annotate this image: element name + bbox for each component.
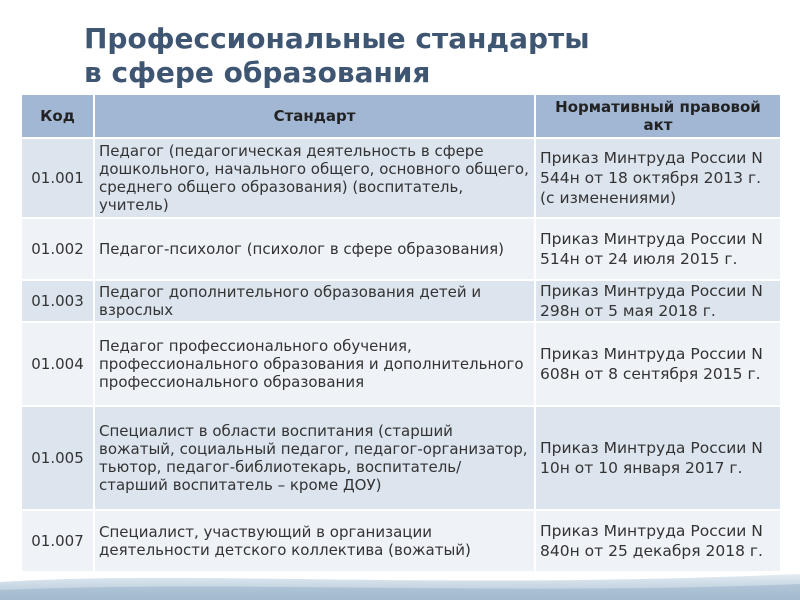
header-standard: Стандарт — [94, 94, 535, 138]
slide-title — [84, 22, 764, 90]
bottom-wave-decoration — [0, 560, 800, 600]
row-code: 01.004 — [21, 322, 94, 406]
row-code: 01.007 — [21, 510, 94, 572]
row-code: 01.005 — [21, 406, 94, 510]
row-code: 01.002 — [21, 218, 94, 280]
row-act: Приказ Минтруда России N 608н от 8 сентября 2015 г. — [535, 322, 781, 406]
row-act: Приказ Минтруда России N 514н от 24 июля 2015 г. — [535, 218, 781, 280]
table-row — [21, 218, 781, 280]
row-code: 01.003 — [21, 280, 94, 322]
row-act: Приказ Минтруда России N 840н от 25 декабря 2018 г. — [535, 510, 781, 572]
table-row — [21, 406, 781, 510]
row-standard: Специалист в области воспитания (старший вожатый, социальный педагог, педагог-организатор, тьютор, педагог-библиотекарь, воспитатель/старший воспитатель – кроме ДОУ) — [94, 406, 535, 510]
header-act: Нормативный правовой акт — [535, 94, 781, 138]
standards-table — [20, 93, 782, 573]
table-header-row — [21, 94, 781, 138]
row-standard: Педагог профессионального обучения, профессионального образования и дополнительного профессионального образования — [94, 322, 535, 406]
row-standard: Специалист, участвующий в организации деятельности детского коллектива (вожатый) — [94, 510, 535, 572]
slide-title-line-1: Профессиональные стандарты — [84, 22, 590, 55]
row-standard: Педагог дополнительного образования детей и взрослых — [94, 280, 535, 322]
table-row — [21, 322, 781, 406]
row-code: 01.001 — [21, 138, 94, 218]
row-standard: Педагог (педагогическая деятельность в сфере дошкольного, начального общего, основного общего, среднего общего образования) (воспитатель, учитель) — [94, 138, 535, 218]
row-standard: Педагог-психолог (психолог в сфере образования) — [94, 218, 535, 280]
header-code: Код — [21, 94, 94, 138]
row-act: Приказ Минтруда России N 298н от 5 мая 2018 г. — [535, 280, 781, 322]
row-act: Приказ Минтруда России N 10н от 10 января 2017 г. — [535, 406, 781, 510]
slide-title-line-2: в сфере образования — [84, 56, 431, 89]
table-row — [21, 280, 781, 322]
table-row — [21, 138, 781, 218]
row-act: Приказ Минтруда России N 544н от 18 октября 2013 г. (с изменениями) — [535, 138, 781, 218]
